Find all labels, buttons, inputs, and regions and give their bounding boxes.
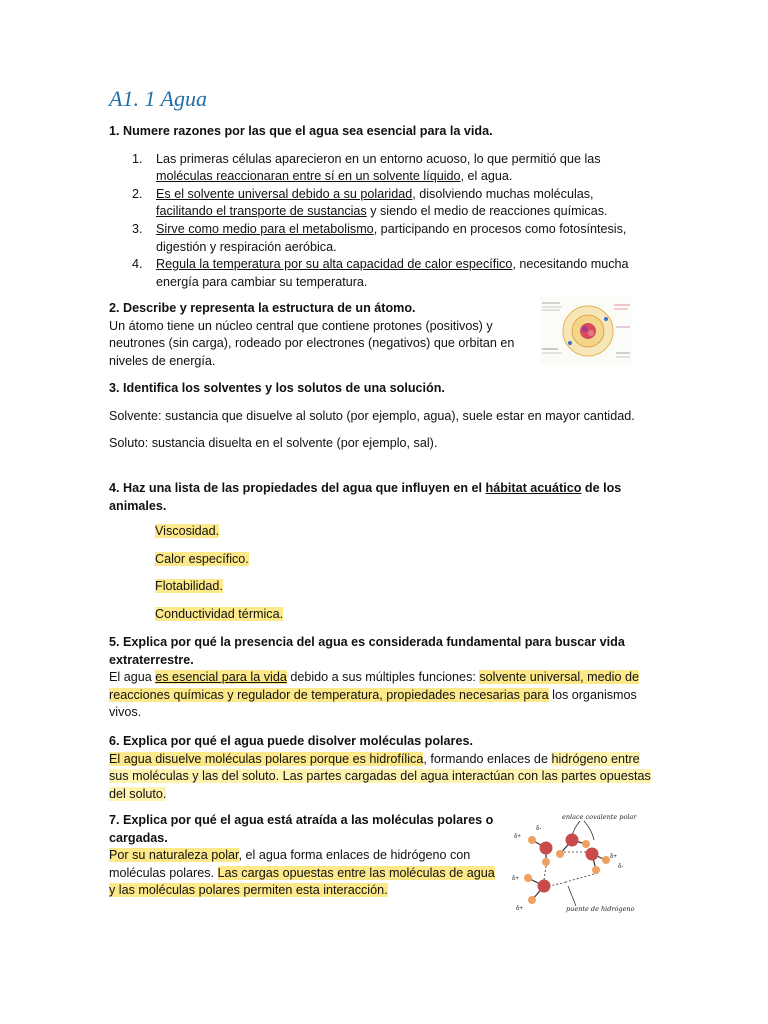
list-item: Conductividad térmica. [155, 606, 284, 621]
question-5 [109, 634, 654, 722]
question-4 [109, 480, 659, 634]
question-6 [109, 733, 654, 803]
list-item: 1. Las primeras células aparecieron en un entorno acuoso, lo que permitió que las moléculas reaccionaran entre sí en un solvente líquido, el agua. [132, 151, 601, 184]
question-3-heading: 3. Identifica los solventes y los solutos de una solución. [109, 381, 445, 395]
page-title: A1. 1 Agua [109, 86, 207, 111]
list-item: Calor específico. [155, 551, 249, 566]
question-2-heading: 2. Describe y representa la estructura de un átomo. [109, 301, 416, 315]
question-2-answer: Un átomo tiene un núcleo central que contiene protones (positivos) y neutrones (sin carga), rodeado por electrones (negativos) que orbitan en niveles de energía. [109, 318, 515, 368]
hydrogen-bond-label: puente de hidrógeno [566, 905, 635, 913]
question-1 [109, 123, 649, 291]
question-1-heading: 1. Numere razones por las que el agua sea esencial para la vida. [109, 124, 493, 138]
svg-text:δ+: δ+ [512, 876, 519, 882]
habitat-term: hábitat acuático [485, 481, 582, 495]
svg-text:δ-: δ- [618, 864, 624, 870]
question-7 [109, 812, 501, 900]
list-item: Flotabilidad. [155, 579, 223, 594]
covalent-bond-label: enlace covalente polar [562, 813, 637, 821]
solvent-definition: Solvente: sustancia que disuelve al soluto (por ejemplo, agua), suele estar en mayor cantidad. [109, 408, 635, 423]
properties-list [109, 523, 659, 623]
reasons-list [109, 151, 649, 292]
hydrogen-bond-diagram [506, 810, 646, 916]
list-item: 4. Regula la temperatura por su alta capacidad de calor específico, necesitando mucha energía para cambiar su temperatura. [132, 257, 629, 289]
question-7-answer: Por su naturaleza polar, el agua forma enlaces de hidrógeno con moléculas polares. Las cargas opuestas entre las moléculas de agua y las moléculas polares permiten esta interacción. [109, 848, 495, 898]
question-3 [109, 380, 649, 453]
list-item: 3. Sirve como medio para el metabolismo, participando en procesos como fotosíntesis, digestión y respiración aeróbica. [132, 221, 627, 254]
question-4-heading: 4. Haz una lista de las propiedades del agua que influyen en el hábitat acuático de los animales. [109, 481, 622, 513]
question-5-heading: 5. Explica por qué la presencia del agua es considerada fundamental para buscar vida extraterrestre. [109, 635, 625, 667]
svg-text:δ+: δ+ [516, 906, 523, 912]
question-6-heading: 6. Explica por qué el agua puede disolver moléculas polares. [109, 734, 473, 748]
svg-text:δ+: δ+ [610, 854, 617, 860]
question-2 [109, 300, 534, 370]
svg-text:δ+: δ+ [514, 834, 521, 840]
list-item: 2. Es el solvente universal debido a su polaridad, disolviendo muchas moléculas, facilitando el transporte de sustancias y siendo el medio de reacciones químicas. [132, 186, 608, 219]
question-5-answer: El agua es esencial para la vida debido a sus múltiples funciones: solvente universal, medio de reacciones químicas y regulador de temperatura, propiedades necesarias para los organismos vivos. [109, 670, 639, 720]
list-item: Viscosidad. [155, 524, 220, 539]
svg-text:δ-: δ- [536, 826, 542, 832]
question-6-answer: El agua disuelve moléculas polares porque es hidrofílica, formando enlaces de hidrógeno entre sus moléculas y las del soluto. Las partes cargadas del agua interactúan con las partes opuestas del soluto. [109, 751, 651, 801]
question-7-heading: 7. Explica por qué el agua está atraída a las moléculas polares o cargadas. [109, 813, 494, 845]
atom-diagram [540, 297, 632, 365]
solute-definition: Soluto: sustancia disuelta en el solvente (por ejemplo, sal). [109, 436, 438, 451]
